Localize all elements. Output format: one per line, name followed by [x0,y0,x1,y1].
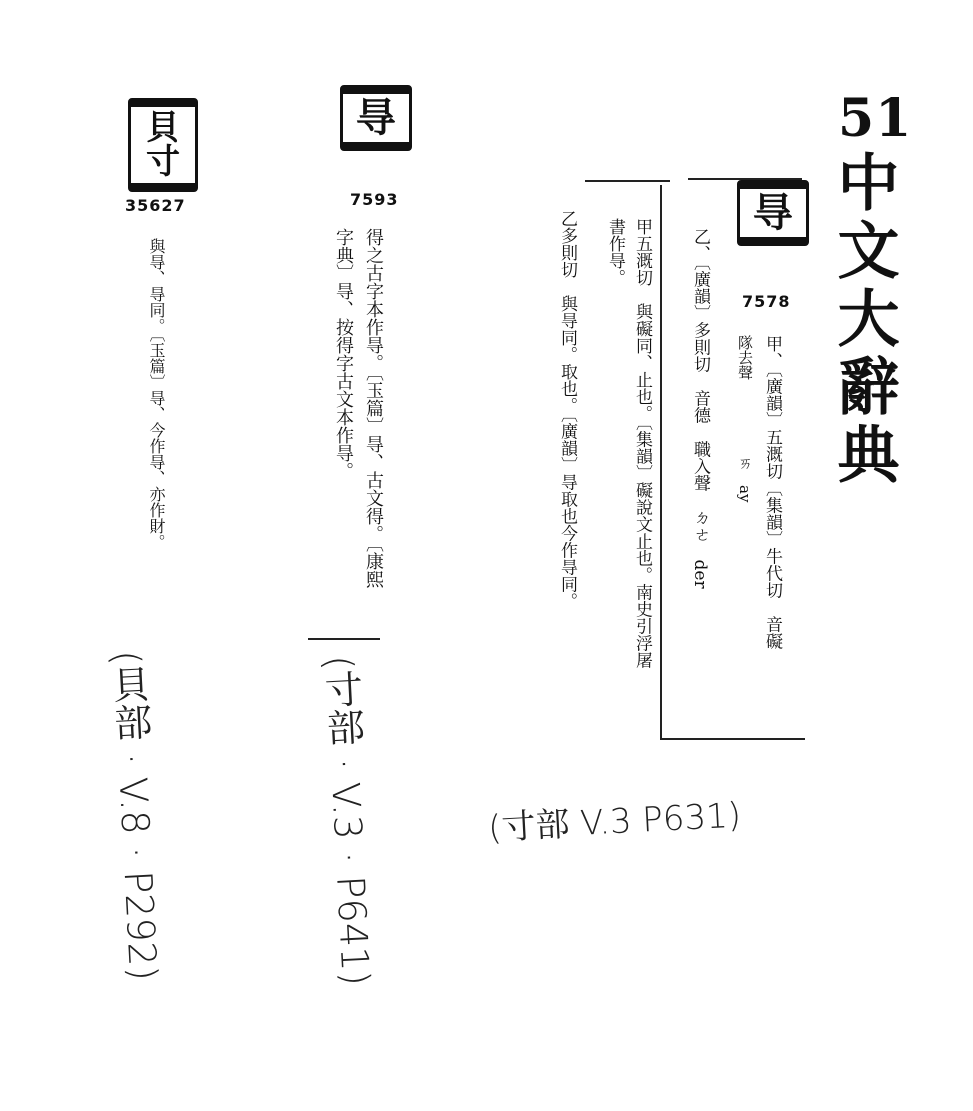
headword-7578: 㝵 [737,180,809,246]
entry-7578-col-5: 書作㝵。 [605,218,625,286]
subsection-rule-7578 [585,180,670,182]
entry-7578-col-2: 隊去聲 ㄞ ay [736,335,754,503]
separator-rule-7578 [660,185,662,740]
top-rule-7578 [688,178,802,180]
page-number: 51 [838,88,913,149]
handwritten-note-7593: (寸部 · V.3 · P641) [316,654,378,987]
entry-number-7593: 7593 [350,190,399,209]
entry-number-7578: 7578 [742,292,791,311]
dictionary-title: 中文大辭典 [827,150,900,490]
entry-7578-col-4: 甲五溉切 與礙同、止也。〔集韻〕礙說文止也。南史引浮屠 [632,218,652,669]
entry-7578-col-6: 乙多則切 與㝵同。取也。〔廣韻〕㝵取也今作㝵同。 [557,210,577,610]
entry-35627-col-1: 與㝵、㝵同。〔玉篇〕㝵、今作㝵、亦作財。 [147,238,166,550]
entry-7593-col-1: 得之古字本作㝵。〔玉篇〕㝵、古文得。〔康熙 [363,228,384,588]
bottom-rule-7578 [660,738,805,740]
entry-number-35627: 35627 [125,196,186,215]
headword-35627: 貝寸 [128,98,198,192]
entry-7578-col-1: 甲、〔廣韻〕五溉切〔集韻〕牛代切 音礙 [762,335,782,650]
headword-7593: 㝵 [340,85,412,151]
separator-rule-7593 [308,638,380,640]
handwritten-note-35627: (貝部 · V.8 · P292) [104,649,166,982]
entry-7593-col-2: 字典〕㝵、按得字古文本作㝵。 [333,228,354,480]
entry-7578-col-3: 乙、〔廣韻〕多則切 音德 職入聲 ㄉㄜ der [690,228,710,589]
handwritten-note-7578: (寸部 V.3 P631) [487,795,742,849]
